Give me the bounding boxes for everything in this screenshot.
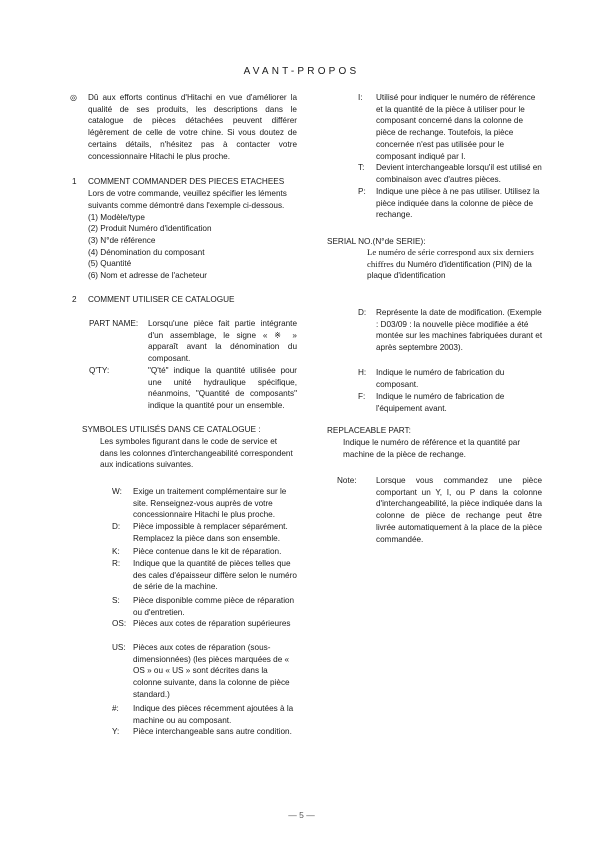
symbol-text: Utilisé pour indiquer le numéro de référence et la quantité de la pièce à utiliser pour le composant concerné dans la colonne de pièce de rechange. Toutefois, la pièce concernée n'est pas utilisée pour le composant indiqué par I. bbox=[376, 93, 536, 161]
section2-number: 2 bbox=[72, 295, 77, 304]
symbol-code: T: bbox=[358, 163, 365, 172]
list-item: (4) Dénomination du composant bbox=[88, 247, 205, 257]
list-item: (5) Quantité bbox=[88, 259, 132, 268]
page-title: AVANT-PROPOS bbox=[243, 66, 360, 77]
section1-heading: COMMENT COMMANDER DES PIECES ETACHEES bbox=[88, 177, 285, 186]
symbol-code: K: bbox=[112, 547, 120, 556]
serial-text bbox=[367, 247, 539, 282]
symbol-code: I: bbox=[358, 93, 363, 102]
replaceable-text: Indique le numéro de référence et la quantité par machine de la pièce de rechange. bbox=[343, 438, 521, 459]
symbol-code: H: bbox=[358, 368, 367, 377]
section2-heading: COMMENT UTILISER CE CATALOGUE bbox=[88, 295, 235, 304]
intro-marker: ◎ bbox=[70, 93, 78, 102]
symbol-text: Pièce interchangeable sans autre condition. bbox=[133, 727, 292, 736]
symbol-code: S: bbox=[112, 596, 120, 605]
symbol-code: R: bbox=[112, 559, 121, 568]
part-name-label: PART NAME: bbox=[89, 319, 139, 328]
symbol-text: Indique des pièces récemment ajoutées à la machine ou au composant. bbox=[133, 704, 294, 725]
symbols-heading: SYMBOLES UTILISÉS DANS CE CATALOGUE : bbox=[82, 425, 261, 434]
part-name-text: Lorsqu'une pièce fait partie intégrante d'un assemblage, le signe « ※ » apparaît avant la dénomination du composant. bbox=[148, 319, 297, 364]
symbol-text: Indique que la quantité de pièces telles que des cales d'épaisseur diffère selon le numéro de série de la machine. bbox=[133, 559, 297, 592]
list-item: (6) Nom et adresse de l'acheteur bbox=[88, 271, 207, 280]
symbol-text: Pièces aux cotes de réparation (sous-dimensionnées) (les pièces marquées de « OS » ou « US » sont décrites dans la colonne suivante, dans la colonne de pièce standard.) bbox=[133, 643, 290, 699]
symbol-code: #: bbox=[112, 704, 119, 713]
symbol-text: Exige un traitement complémentaire sur le site. Renseignez-vous auprès de votre concessionnaire Hitachi le plus proche. bbox=[133, 487, 287, 520]
symbol-text: Représente la date de modification. (Exemple : D03/09 : la nouvelle pièce modifiée a été montée sur les machines fabriquées durant et après septembre 2003). bbox=[376, 308, 543, 353]
serial-text-serif: Le numéro de série correspond aux six derniers chiffres bbox=[367, 247, 534, 269]
symbol-text: Indique le numéro de fabrication de l'équipement avant. bbox=[376, 392, 505, 413]
symbol-text: Indique le numéro de fabrication du composant. bbox=[376, 368, 505, 389]
page-number: — 5 — bbox=[288, 810, 315, 820]
section1-lead: Lors de votre commande, veuillez spécifier les léments suivants comme démontré dans l'exemple ci-dessous. bbox=[88, 189, 287, 210]
symbol-code: Y: bbox=[112, 727, 120, 736]
symbol-text: Indique une pièce à ne pas utiliser. Utilisez la pièce indiquée dans la colonne de pièce de rechange. bbox=[376, 187, 540, 220]
symbol-text: Pièces aux cotes de réparation supérieures bbox=[133, 619, 291, 628]
note-text: Lorsque vous commandez une pièce comportant un Y, I, ou P dans la colonne d'interchangeabilité, la pièce indiquée dans la colonne de pièce de rechange peut être livrée automatiquement à la place de la pièce commandée. bbox=[376, 476, 542, 544]
symbol-text: Pièce contenue dans le kit de réparation. bbox=[133, 547, 282, 556]
replaceable-heading: REPLACEABLE PART: bbox=[327, 426, 411, 435]
symbol-code: P: bbox=[358, 187, 366, 196]
qty-text: "Q'té" indique la quantité utilisée pour une unité hydraulique spécifique, néanmoins, "Quantité de composants" indique la quantité pour un ensemble. bbox=[148, 366, 297, 411]
intro-paragraph: Dû aux efforts continus d'Hitachi en vue d'améliorer la qualité de ses produits, les descriptions dans le catalogue de pièces détachées peuvent différer légèrement de celle de votre chine. Si vous doutez de certains détails, n'hésitez pas à contacter votre concessionnaire Hitachi le plus proche. bbox=[88, 93, 297, 161]
symbol-code: OS: bbox=[112, 619, 127, 628]
symbol-text: Devient interchangeable lorsqu'il est utilisé en combinaison avec d'autres pièces. bbox=[376, 163, 542, 184]
symbol-code: W: bbox=[112, 487, 122, 496]
list-item: (2) Produit Numéro d'identification bbox=[88, 224, 212, 233]
list-item: (1) Modèle/type bbox=[88, 212, 145, 222]
section1-number: 1 bbox=[72, 177, 77, 186]
symbol-code: US: bbox=[112, 643, 126, 652]
symbol-code: F: bbox=[358, 392, 366, 401]
symbol-code: D: bbox=[358, 308, 367, 317]
qty-label: Q'TY: bbox=[89, 366, 110, 375]
serial-text-rest: du Numéro d'identification (PIN) de la plaque d'identification bbox=[367, 259, 532, 281]
note-label: Note: bbox=[337, 476, 357, 485]
serial-heading: SERIAL NO.(N°de SERIE): bbox=[327, 237, 426, 246]
symbols-lead: Les symboles figurant dans le code de service et dans les colonnes d'interchangeabilité correspondent aux indications suivantes. bbox=[100, 437, 293, 470]
list-item: (3) N°de référence bbox=[88, 236, 156, 245]
symbol-text: Pièce disponible comme pièce de réparation ou d'entretien. bbox=[133, 596, 295, 617]
symbol-text: Pièce impossible à remplacer séparément. Remplacez la pièce dans son ensemble. bbox=[133, 522, 288, 543]
symbol-code: D: bbox=[112, 522, 121, 531]
